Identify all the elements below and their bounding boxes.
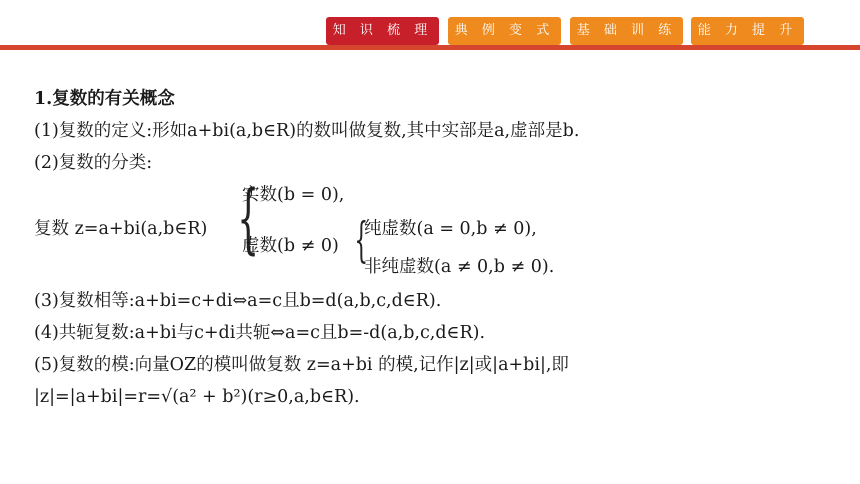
section-heading: 1.复数的有关概念 — [34, 89, 175, 109]
classification-non-pure-imaginary: 非纯虚数(a ≠ 0,b ≠ 0). — [364, 257, 555, 277]
conjugate-text: (4)共轭复数:a+bi与c+di共轭⇔a=c且b=-d(a,b,c,d∈R). — [34, 323, 486, 343]
modulus-text: (5)复数的模:向量OZ的模叫做复数 z=a+bi 的模,记作|z|或|a+bi|,即 — [34, 355, 569, 375]
classification-imaginary: 虚数(b ≠ 0) — [242, 236, 339, 256]
top-navigation — [0, 0, 860, 56]
inner-brace-icon: { — [354, 212, 369, 268]
modulus-formula: |z|=|a+bi|=r=√(a² + b²)(r≥0,a,b∈R). — [34, 387, 360, 407]
definition-text: (1)复数的定义:形如a+bi(a,b∈R)的数叫做复数,其中实部是a,虚部是b. — [34, 121, 580, 141]
left-brace-icon: { — [237, 173, 260, 262]
equality-text: (3)复数相等:a+bi=c+di⇔a=c且b=d(a,b,c,d∈R). — [34, 291, 442, 311]
classification-complex: 复数 z=a+bi(a,b∈R) — [34, 219, 208, 239]
tab-ability-improvement[interactable]: 能 力 提 升 — [691, 17, 804, 45]
header-divider — [0, 45, 860, 50]
classification-pure-imaginary: 纯虚数(a = 0,b ≠ 0), — [364, 219, 537, 239]
classification-real: 实数(b = 0), — [242, 185, 345, 205]
tab-knowledge-review[interactable]: 知 识 梳 理 — [326, 17, 439, 45]
tab-typical-examples[interactable]: 典 例 变 式 — [448, 17, 561, 45]
tab-basic-training[interactable]: 基 础 训 练 — [570, 17, 683, 45]
classification-title: (2)复数的分类: — [34, 153, 153, 173]
